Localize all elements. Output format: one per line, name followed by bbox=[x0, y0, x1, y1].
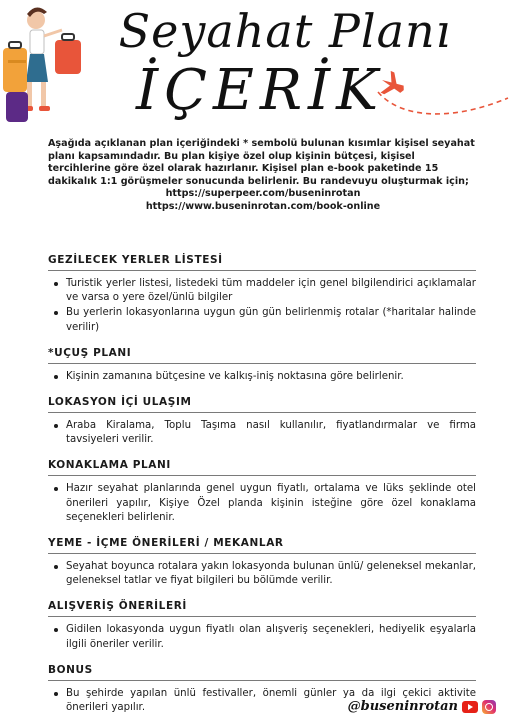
list-item: Turistik yerler listesi, listedeki tüm maddeler için genel bilgilendirici açıklamalar ve varsa o yere özel/ünlü bilgiler bbox=[48, 277, 476, 305]
traveler-illustration bbox=[0, 0, 95, 140]
instagram-icon[interactable] bbox=[482, 700, 496, 714]
list-item: Araba Kiralama, Toplu Taşıma nasıl kullanılır, fiyatlandırmalar ve firma tavsiyeleri verilir. bbox=[48, 419, 476, 447]
section-lokasyon-ici-ulasim bbox=[48, 396, 476, 447]
social-footer bbox=[348, 699, 496, 714]
section-title: ALIŞVERİŞ ÖNERİLERİ bbox=[48, 600, 476, 617]
list-item: Bu şehirde yapılan ünlü festivaller, önemli günler ya da ilgi çekici aktivite önerileri yapılır. bbox=[48, 687, 476, 715]
section-gezilecek-yerler bbox=[48, 254, 476, 335]
list-item: Kişinin zamanına bütçesine ve kalkış-iniş noktasına göre belirlenir. bbox=[48, 370, 476, 384]
section-title: GEZİLECEK YERLER LİSTESİ bbox=[48, 254, 476, 271]
social-handle: @buseninrotan bbox=[347, 699, 458, 714]
airplane-route-icon bbox=[360, 58, 510, 128]
list-item: Gidilen lokasyonda uygun fiyatlı olan alışveriş seçenekleri, hediyelik eşyalarla ilgili öneriler verilir. bbox=[48, 623, 476, 651]
page-title-line2: İÇERİK bbox=[136, 58, 384, 123]
section-title: LOKASYON İÇİ ULAŞIM bbox=[48, 396, 476, 413]
page-title-line1: Seyahat Planı bbox=[118, 4, 452, 58]
section-title: KONAKLAMA PLANI bbox=[48, 459, 476, 476]
intro-text: Aşağıda açıklanan plan içeriğindeki * sembolü bulunan kısımlar kişisel seyahat planı kapsamındadır. Bu plan kişiye özel olup kişinin bütçesi, kişisel tercihlerine göre özel olarak hazırlanır. Kişisel plan e-book paketinde 15 dakikalık 1:1 görüşmeler sonucunda belirlenir. Bu randevuyu oluşturmak için; bbox=[48, 138, 475, 187]
section-konaklama-plani bbox=[48, 459, 476, 525]
intro-paragraph bbox=[48, 138, 478, 214]
booking-link[interactable]: https://www.buseninrotan.com/book-online bbox=[145, 200, 381, 212]
list-item: Bu yerlerin lokasyonlarına uygun gün gün belirlenmiş rotalar (*haritalar halinde verilir) bbox=[48, 306, 476, 334]
section-alisveris bbox=[48, 600, 476, 651]
section-title: BONUS bbox=[48, 664, 476, 681]
section-ucus-plani bbox=[48, 347, 476, 384]
superpeer-link[interactable]: https://superpeer.com/buseninrotan bbox=[165, 188, 361, 200]
youtube-icon[interactable] bbox=[462, 701, 478, 713]
section-title: YEME - İÇME ÖNERİLERİ / MEKANLAR bbox=[48, 537, 476, 554]
list-item: Seyahat boyunca rotalara yakın lokasyonda bulunan ünlü/ geleneksel mekanlar, geleneksel tatlar ve fiyat bilgileri bu bölümde verilir. bbox=[48, 560, 476, 588]
list-item: Hazır seyahat planlarında genel uygun fiyatlı, ortalama ve lüks şeklinde otel önerileri yapılır, Kişiye Özel planda kişinin isteğine göre özel konaklama seçenekleri belirlenir. bbox=[48, 482, 476, 525]
section-title: *UÇUŞ PLANI bbox=[48, 347, 476, 364]
section-yeme-icme bbox=[48, 537, 476, 588]
content-sections bbox=[48, 254, 476, 727]
